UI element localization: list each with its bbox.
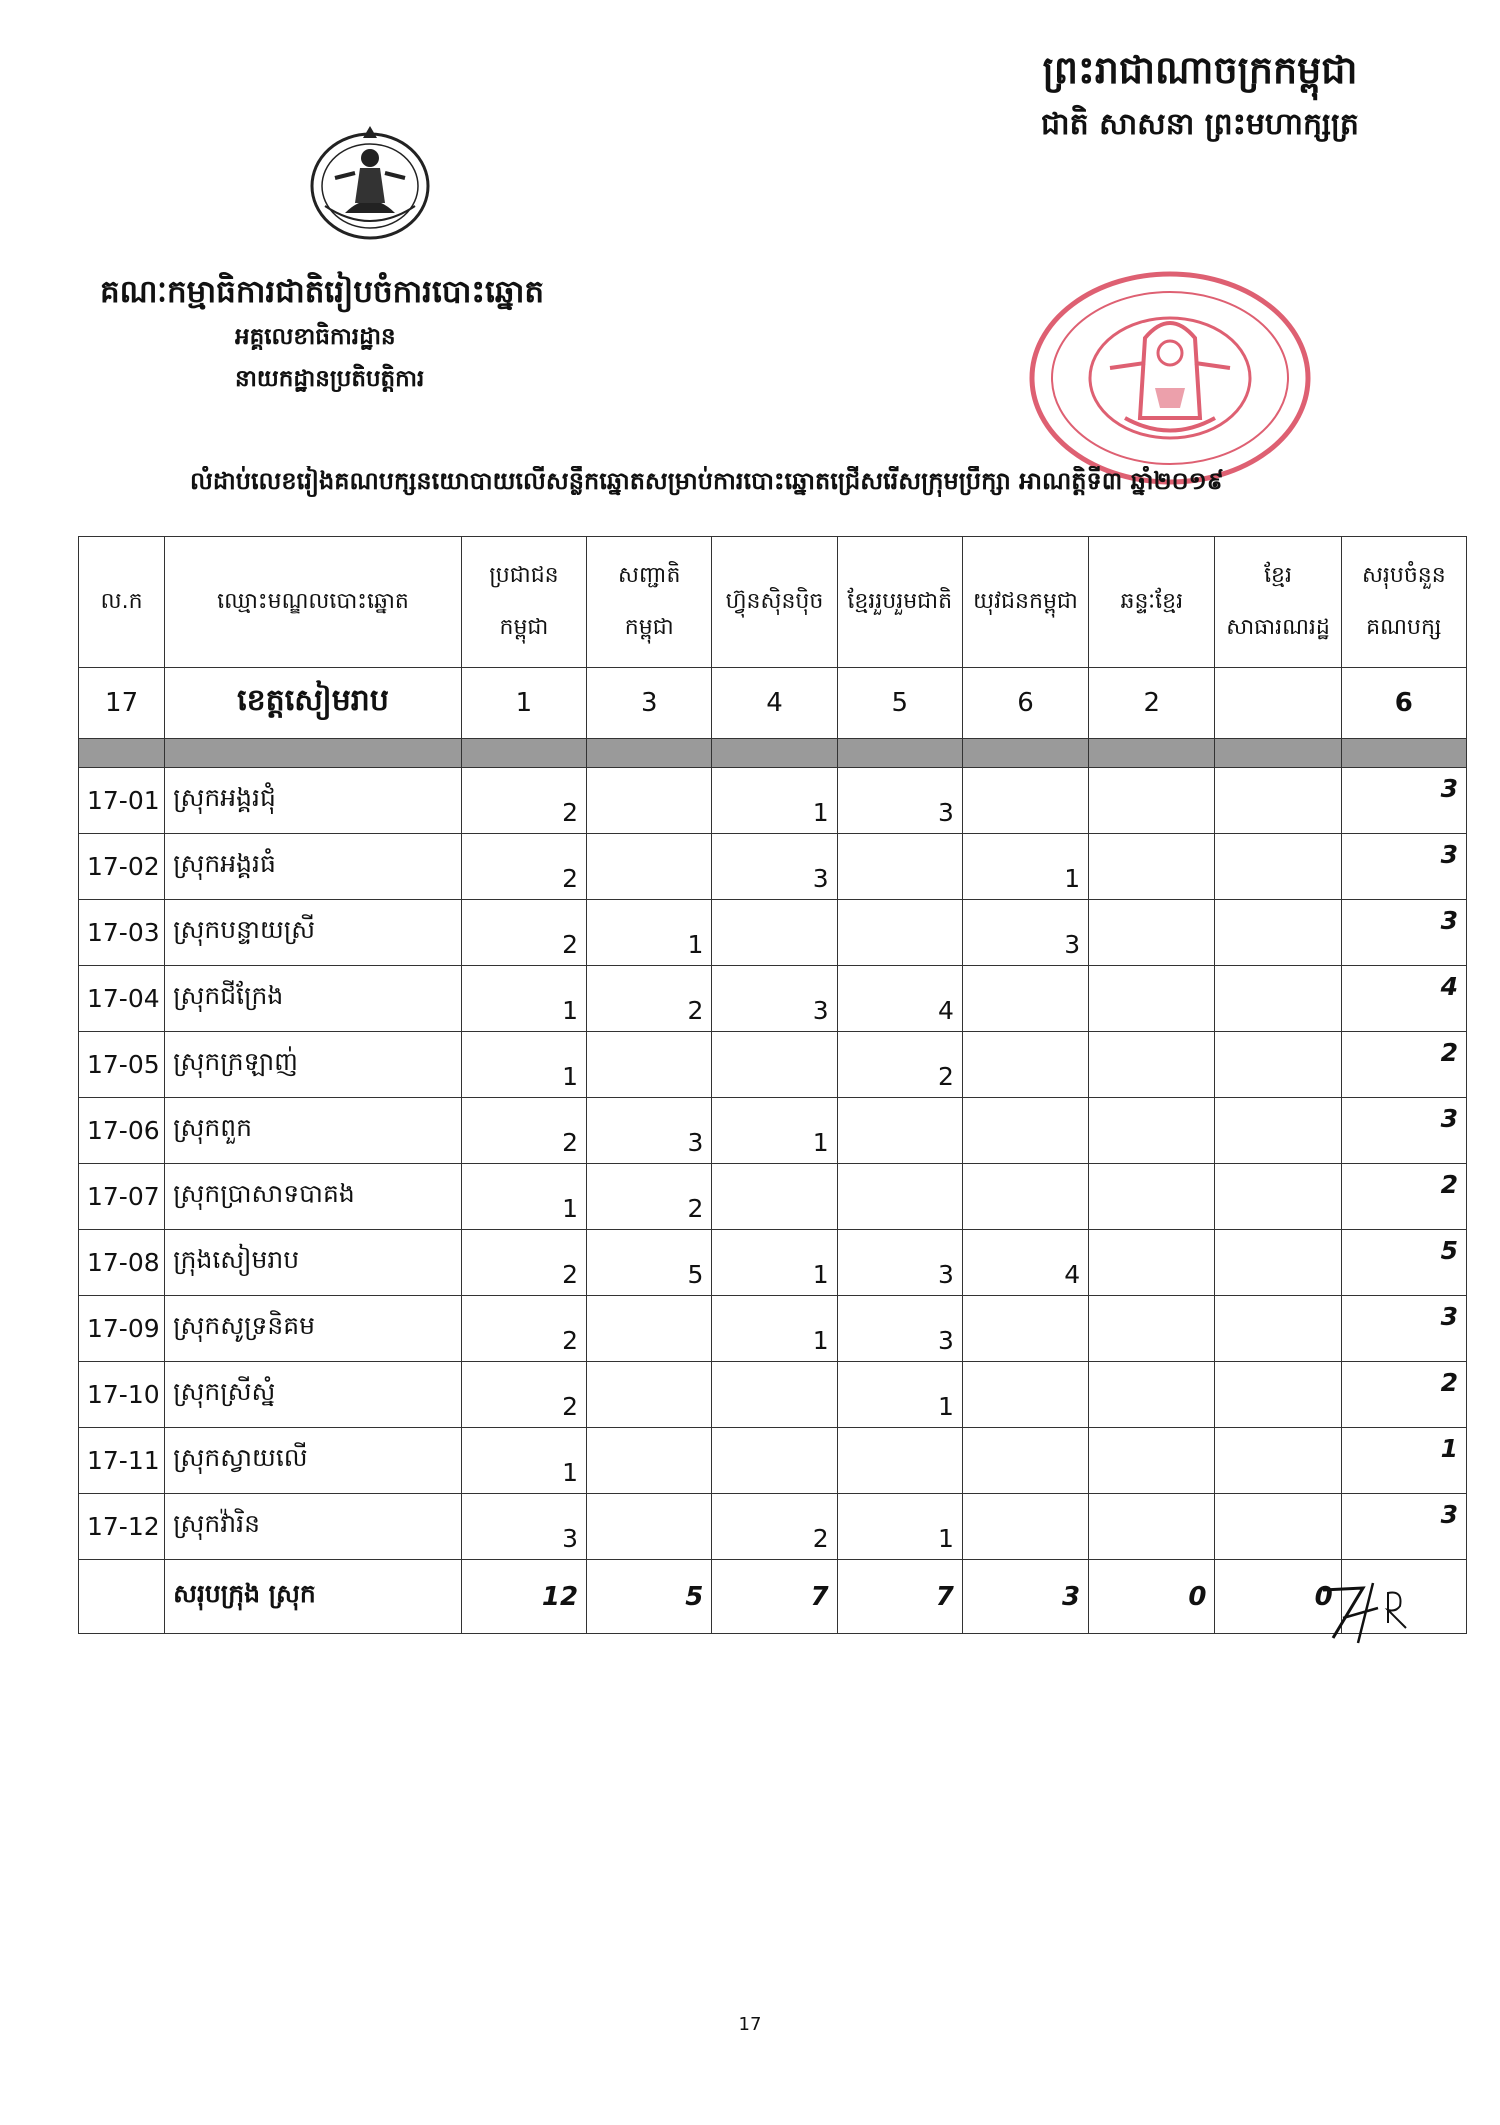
order-cell: 3 (837, 1296, 962, 1362)
nec-emblem-logo (305, 118, 435, 243)
order-cell (712, 1164, 837, 1230)
order-cell: 1 (712, 1296, 837, 1362)
province-order-cell: 2 (1089, 668, 1215, 739)
district-name: ស្រុកសូទ្រនិគម (165, 1296, 462, 1362)
order-cell (962, 1296, 1088, 1362)
order-cell (587, 768, 712, 834)
total-cell: 3 (1341, 900, 1466, 966)
order-cell (962, 1494, 1088, 1560)
department-name: អគ្គលេខាធិការដ្ឋាន (235, 324, 396, 350)
district-code: 17-09 (79, 1296, 165, 1362)
order-cell (1215, 1032, 1341, 1098)
district-code: 17-02 (79, 834, 165, 900)
order-cell (1215, 1296, 1341, 1362)
order-cell (962, 1164, 1088, 1230)
total-cell: 3 (1341, 834, 1466, 900)
summary-cell: 7 (712, 1560, 837, 1634)
order-cell: 5 (587, 1230, 712, 1296)
district-code: 17-12 (79, 1494, 165, 1560)
order-cell: 2 (461, 768, 586, 834)
order-cell (712, 900, 837, 966)
order-cell: 1 (712, 1230, 837, 1296)
table-row (79, 1098, 1467, 1164)
order-cell (1089, 1032, 1215, 1098)
order-cell: 2 (461, 1362, 586, 1428)
col-header-code: ល.ក (79, 537, 165, 668)
order-cell: 1 (712, 1098, 837, 1164)
table-row (79, 1494, 1467, 1560)
table-row (79, 1428, 1467, 1494)
district-name: ស្រុកស្វាយលើ (165, 1428, 462, 1494)
province-order-cell: 1 (461, 668, 586, 739)
order-cell (837, 900, 962, 966)
order-cell (587, 1032, 712, 1098)
district-code: 17-05 (79, 1032, 165, 1098)
order-cell (1089, 1230, 1215, 1296)
col-header-party-funcinpec: ហ៊្វុនស៊ិនប៉ិច (712, 537, 837, 668)
order-cell (1089, 1362, 1215, 1428)
national-motto: ជាតិ សាសនា ព្រះមហាក្សត្រ (1041, 107, 1359, 142)
total-cell: 4 (1341, 966, 1466, 1032)
province-code: 17 (79, 668, 165, 739)
order-cell (837, 1164, 962, 1230)
total-cell: 3 (1341, 1296, 1466, 1362)
order-cell: 3 (837, 768, 962, 834)
organization-block (100, 268, 600, 400)
summary-label: សរុបក្រុង ស្រុក (165, 1560, 462, 1634)
order-cell: 3 (712, 834, 837, 900)
summary-cell: 3 (962, 1560, 1088, 1634)
office-name: នាយកដ្ឋានប្រតិបត្តិការ (235, 366, 425, 392)
table-row (79, 834, 1467, 900)
col-header-party-khmer-will: ឆន្ទៈខ្មែរ (1089, 537, 1215, 668)
order-cell: 1 (461, 1164, 586, 1230)
order-cell (837, 1098, 962, 1164)
district-code: 17-06 (79, 1098, 165, 1164)
order-cell (712, 1362, 837, 1428)
total-cell: 3 (1341, 1098, 1466, 1164)
order-cell (1215, 1494, 1341, 1560)
order-cell: 1 (837, 1494, 962, 1560)
total-cell: 1 (1341, 1428, 1466, 1494)
order-cell (1215, 1428, 1341, 1494)
district-code: 17-11 (79, 1428, 165, 1494)
order-cell: 4 (837, 966, 962, 1032)
table-row (79, 1032, 1467, 1098)
total-cell: 3 (1341, 1494, 1466, 1560)
order-cell (962, 1428, 1088, 1494)
order-cell: 2 (587, 966, 712, 1032)
province-order-cell: 4 (712, 668, 837, 739)
table-header-row (79, 537, 1467, 668)
summary-cell: 5 (587, 1560, 712, 1634)
col-header-party-cyp: យុវជនកម្ពុជា (962, 537, 1088, 668)
order-cell (1089, 1428, 1215, 1494)
order-cell (587, 1362, 712, 1428)
district-name: ស្រុកក្រឡាញ់ (165, 1032, 462, 1098)
order-cell (962, 768, 1088, 834)
order-cell (837, 1428, 962, 1494)
province-name: ខេត្តសៀមរាប (165, 668, 462, 739)
col-header-party-cnp: សញ្ជាតិកម្ពុជា (587, 537, 712, 668)
order-cell: 2 (461, 1296, 586, 1362)
handwritten-signature (1318, 1578, 1468, 1648)
order-cell: 3 (837, 1230, 962, 1296)
province-order-cell: 6 (962, 668, 1088, 739)
district-code: 17-03 (79, 900, 165, 966)
order-cell (712, 1032, 837, 1098)
order-cell (1089, 768, 1215, 834)
summary-row (79, 1560, 1467, 1634)
order-cell: 2 (461, 1098, 586, 1164)
order-cell (1215, 900, 1341, 966)
order-cell: 2 (587, 1164, 712, 1230)
total-cell: 3 (1341, 768, 1466, 834)
kingdom-name: ព្រះរាជាណាចក្រកម្ពុជា (1042, 48, 1358, 92)
order-cell: 1 (461, 1032, 586, 1098)
order-cell (587, 834, 712, 900)
order-cell: 3 (962, 900, 1088, 966)
district-code: 17-07 (79, 1164, 165, 1230)
district-name: ក្រុងសៀមរាប (165, 1230, 462, 1296)
province-order-cell (1215, 668, 1341, 739)
summary-cell: 7 (837, 1560, 962, 1634)
kingdom-motto (990, 40, 1410, 150)
district-code: 17-10 (79, 1362, 165, 1428)
province-order-cell: 5 (837, 668, 962, 739)
ballot-order-table (78, 536, 1467, 1634)
total-cell: 5 (1341, 1230, 1466, 1296)
table-row (79, 1362, 1467, 1428)
table-row (79, 966, 1467, 1032)
order-cell: 2 (712, 1494, 837, 1560)
order-cell (1089, 1494, 1215, 1560)
order-cell (1089, 966, 1215, 1032)
district-name: ស្រុកបន្ទាយស្រី (165, 900, 462, 966)
order-cell: 3 (587, 1098, 712, 1164)
district-code: 17-08 (79, 1230, 165, 1296)
order-cell (1089, 834, 1215, 900)
order-cell (962, 1362, 1088, 1428)
district-name: ស្រុកពួក (165, 1098, 462, 1164)
page-number: 17 (738, 2014, 762, 2035)
document-title: លំដាប់លេខរៀងគណបក្សនយោបាយលើសន្លឹកឆ្នោតសម្រាប់ការបោះឆ្នោតជ្រើសរើសក្រុមប្រឹក្សា អាណត្តិទី៣ ឆ្នាំ២០១៩ (190, 467, 1224, 495)
order-cell (587, 1296, 712, 1362)
province-row (79, 668, 1467, 739)
separator-band (79, 739, 1467, 768)
order-cell: 1 (962, 834, 1088, 900)
province-total-cell: 6 (1341, 668, 1466, 739)
order-cell (962, 1032, 1088, 1098)
col-header-district: ឈ្មោះមណ្ឌលបោះឆ្នោត (165, 537, 462, 668)
table-row (79, 768, 1467, 834)
order-cell (1089, 1164, 1215, 1230)
order-cell: 1 (587, 900, 712, 966)
district-name: ស្រុកអង្គរធំ (165, 834, 462, 900)
order-cell: 3 (712, 966, 837, 1032)
order-cell: 2 (837, 1032, 962, 1098)
order-cell (712, 1428, 837, 1494)
order-cell (587, 1428, 712, 1494)
order-cell (1089, 900, 1215, 966)
order-cell (962, 1098, 1088, 1164)
total-cell: 2 (1341, 1362, 1466, 1428)
table-row (79, 1230, 1467, 1296)
order-cell: 2 (461, 1230, 586, 1296)
district-code: 17-01 (79, 768, 165, 834)
order-cell: 4 (962, 1230, 1088, 1296)
order-cell: 1 (461, 1428, 586, 1494)
summary-cell: 0 (1215, 1560, 1341, 1634)
official-seal-stamp (1025, 268, 1315, 488)
district-code: 17-04 (79, 966, 165, 1032)
province-order-cell: 3 (587, 668, 712, 739)
district-name: ស្រុកស្រីស្នំ (165, 1362, 462, 1428)
col-header-party-krp: ខ្មែរសាធារណរដ្ឋ (1215, 537, 1341, 668)
total-cell: 2 (1341, 1164, 1466, 1230)
order-cell (1089, 1098, 1215, 1164)
order-cell (1215, 768, 1341, 834)
table-row (79, 900, 1467, 966)
order-cell: 2 (461, 834, 586, 900)
order-cell (1215, 1362, 1341, 1428)
col-header-party-cpp: ប្រជាជនកម្ពុជា (461, 537, 586, 668)
district-name: ស្រុកប្រាសាទបាគង (165, 1164, 462, 1230)
order-cell: 1 (461, 966, 586, 1032)
order-cell (587, 1494, 712, 1560)
order-cell: 3 (461, 1494, 586, 1560)
order-cell (1215, 834, 1341, 900)
summary-empty-cell (79, 1560, 165, 1634)
order-cell (1215, 1098, 1341, 1164)
order-cell: 1 (712, 768, 837, 834)
summary-cell: 0 (1089, 1560, 1215, 1634)
district-name: ស្រុកជីក្រែង (165, 966, 462, 1032)
order-cell: 1 (837, 1362, 962, 1428)
table-row (79, 1296, 1467, 1362)
order-cell (1215, 1230, 1341, 1296)
total-cell: 2 (1341, 1032, 1466, 1098)
table-row (79, 1164, 1467, 1230)
col-header-total: សរុបចំនួនគណបក្ស (1341, 537, 1466, 668)
col-header-party-knup: ខ្មែររួបរួមជាតិ (837, 537, 962, 668)
order-cell (1215, 1164, 1341, 1230)
order-cell (1089, 1296, 1215, 1362)
district-name: ស្រុកវ៉ារិន (165, 1494, 462, 1560)
order-cell (962, 966, 1088, 1032)
district-name: ស្រុកអង្គរជុំ (165, 768, 462, 834)
summary-cell: 12 (461, 1560, 586, 1634)
order-cell (1215, 966, 1341, 1032)
order-cell: 2 (461, 900, 586, 966)
order-cell (837, 834, 962, 900)
organization-name: គណៈកម្មាធិការជាតិរៀបចំការបោះឆ្នោត (100, 274, 545, 310)
